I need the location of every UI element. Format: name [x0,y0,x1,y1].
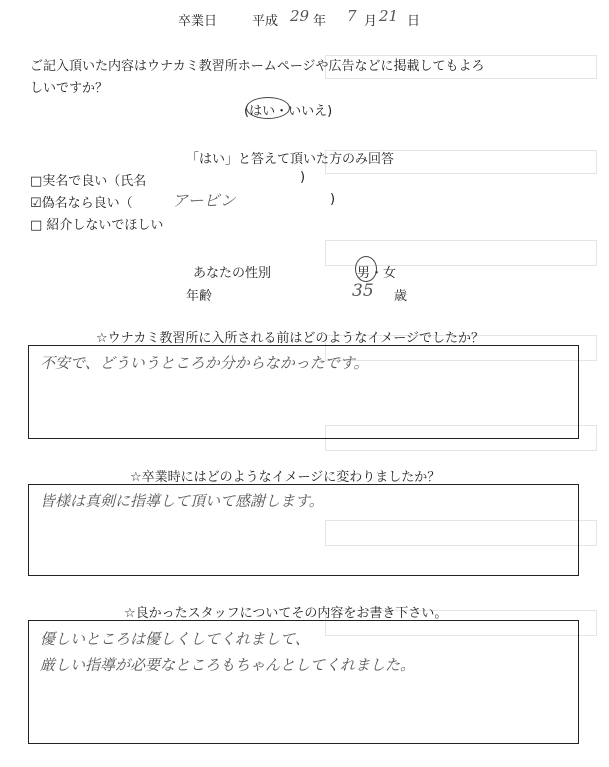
question-3-title: ☆良かったスタッフについてその内容をお書き下さい。 [124,606,448,621]
age-handwritten: 35 [352,281,374,301]
gender-options: 男・女 [357,266,397,281]
answer-3-line-1: 優しいところは優しくしてくれまして、 [40,630,310,648]
male-circled-mark [355,256,377,282]
yes-circled-mark [246,97,290,119]
consent-question-line1: ご記入頂いた内容はウナカミ教習所ホームページや広告などに掲載してもよろ [30,59,485,74]
option-real-name-close: ) [300,170,306,185]
month-handwritten: 7 [347,7,357,25]
pseudonym-handwritten: アービン [172,191,236,210]
question-1-title: ☆ウナカミ教習所に入所される前はどのようなイメージでしたか？ [96,331,485,346]
age-label: 年齢 [186,289,213,304]
consent-options: (はい・いいえ) [244,104,333,119]
option-real-name: □実名で良い（氏名 [30,174,147,189]
gender-label: あなたの性別 [193,266,272,281]
answer-2-line: 皆様は真剣に指導して頂いて感謝します。 [40,492,324,510]
question-2-title: ☆卒業時にはどのようなイメージに変わりましたか？ [130,470,441,485]
graduation-date-label: 卒業日 [178,14,218,29]
answer-3-line-2: 厳しい指導が必要なところもちゃんとしてくれました。 [40,656,416,674]
era-label: 平成 [252,14,279,29]
option-pseudonym: ☑偽名なら良い（ [30,196,133,211]
age-unit: 歳 [394,289,408,304]
consent-question-line2: しいですか？ [30,81,109,96]
day-handwritten: 21 [379,7,399,25]
option-pseudonym-close: ) [330,192,336,207]
year-handwritten: 29 [290,7,310,25]
year-unit: 年 [313,14,327,29]
disclosure-heading: 「はい」と答えて頂いた方のみ回答 [186,152,395,167]
day-unit: 日 [407,14,421,29]
answer-1-line: 不安で、どういうところか分からなかったです。 [40,354,369,372]
option-no-introduction: □ 紹介しないでほしい [30,218,164,233]
month-unit: 月 [364,14,378,29]
